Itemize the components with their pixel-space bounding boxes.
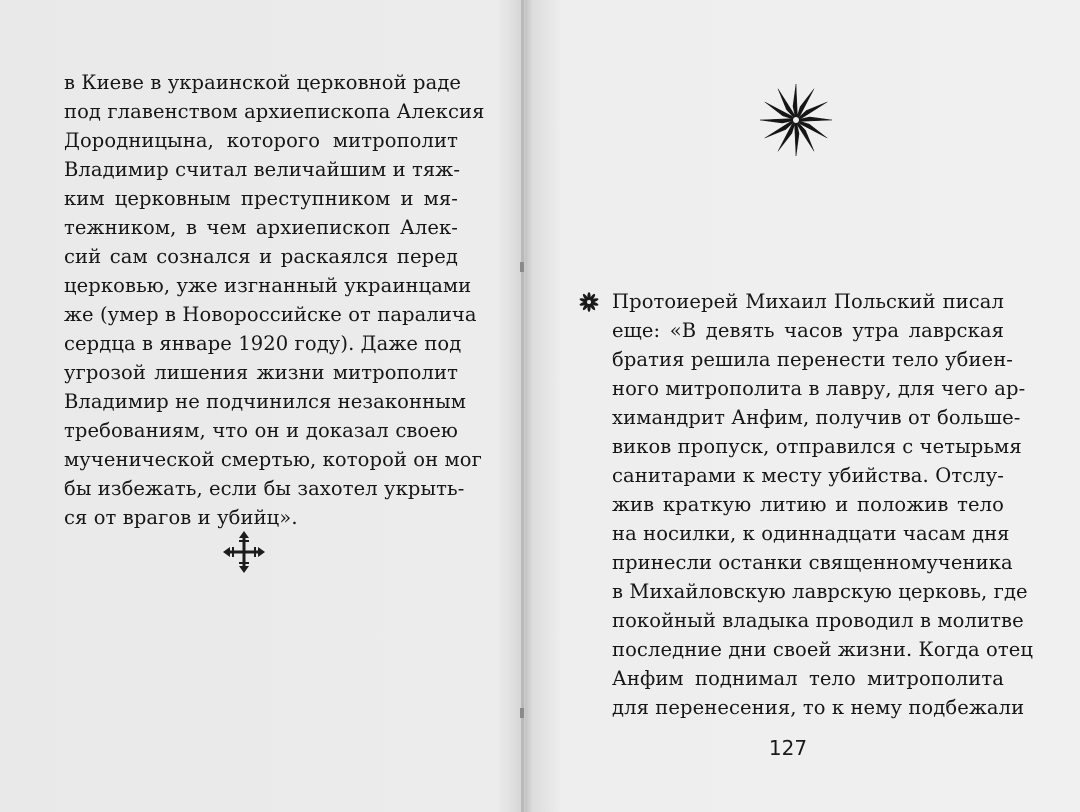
text-line: мученической смертью, которой он мог bbox=[64, 448, 482, 471]
text-line: Владимир не подчинился незаконным bbox=[64, 390, 467, 413]
text-line: на носилки, к одиннадцати часам дня bbox=[612, 522, 1010, 545]
text-line: угрозой лишения жизни митрополит bbox=[64, 361, 458, 384]
text-line: церковью, уже изгнанный украинцами bbox=[64, 274, 472, 297]
text-line: Протоиерей Михаил Польский писал bbox=[612, 290, 1004, 313]
text-line: братия решила перенести тело убиен- bbox=[612, 348, 1013, 371]
right-page-text bbox=[612, 287, 1034, 722]
page-number: 127 bbox=[768, 736, 808, 760]
left-page-text bbox=[64, 68, 485, 532]
text-line: для перенесения, то к нему подбежали bbox=[612, 696, 1025, 719]
text-line: требованиям, что он и доказал своею bbox=[64, 419, 458, 442]
cross-ornament-icon bbox=[222, 530, 266, 574]
text-line: принесли останки священномученика bbox=[612, 551, 1013, 574]
text-line: санитарами к месту убийства. Отслу- bbox=[612, 464, 1004, 487]
binding-stitch bbox=[520, 708, 524, 718]
text-line: тежником, в чем архиепископ Алек- bbox=[64, 216, 458, 239]
text-line: покойный владыка проводил в молитве bbox=[612, 609, 1024, 632]
text-line: же (умер в Новороссийске от паралича bbox=[64, 303, 477, 326]
text-line: виков пропуск, отправился с четырьмя bbox=[612, 435, 1022, 458]
text-line: Дородницына, которого митрополит bbox=[64, 129, 458, 152]
text-line: жив краткую литию и положив тело bbox=[612, 493, 1004, 516]
text-line: Анфим поднимал тело митрополита bbox=[612, 667, 1004, 690]
text-line: ного митрополита в лавру, для чего ар- bbox=[612, 377, 1026, 400]
text-line: в Киеве в украинской церковной раде bbox=[64, 71, 462, 94]
text-line: бы избежать, если бы захотел укрыть- bbox=[64, 477, 465, 500]
text-line: последние дни своей жизни. Когда отец bbox=[612, 638, 1034, 661]
text-line: химандрит Анфим, получив от больше- bbox=[612, 406, 1021, 429]
text-line: сердца в январе 1920 году). Даже под bbox=[64, 332, 462, 355]
flower-bullet-icon bbox=[578, 291, 600, 313]
text-line: под главенством архиепископа Алексия bbox=[64, 100, 485, 123]
star-ornament-icon bbox=[756, 80, 836, 160]
text-line: еще: «В девять часов утра лаврская bbox=[612, 319, 1004, 342]
text-line: ким церковным преступником и мя- bbox=[64, 187, 458, 210]
text-line-last: ся от врагов и убийц». bbox=[64, 506, 298, 529]
text-line: сий сам сознался и раскаялся перед bbox=[64, 245, 458, 268]
text-line: в Михайловскую лаврскую церковь, где bbox=[612, 580, 1028, 603]
text-line: Владимир считал величайшим и тяж- bbox=[64, 158, 461, 181]
binding-stitch bbox=[520, 262, 524, 272]
book-gutter bbox=[521, 0, 524, 812]
